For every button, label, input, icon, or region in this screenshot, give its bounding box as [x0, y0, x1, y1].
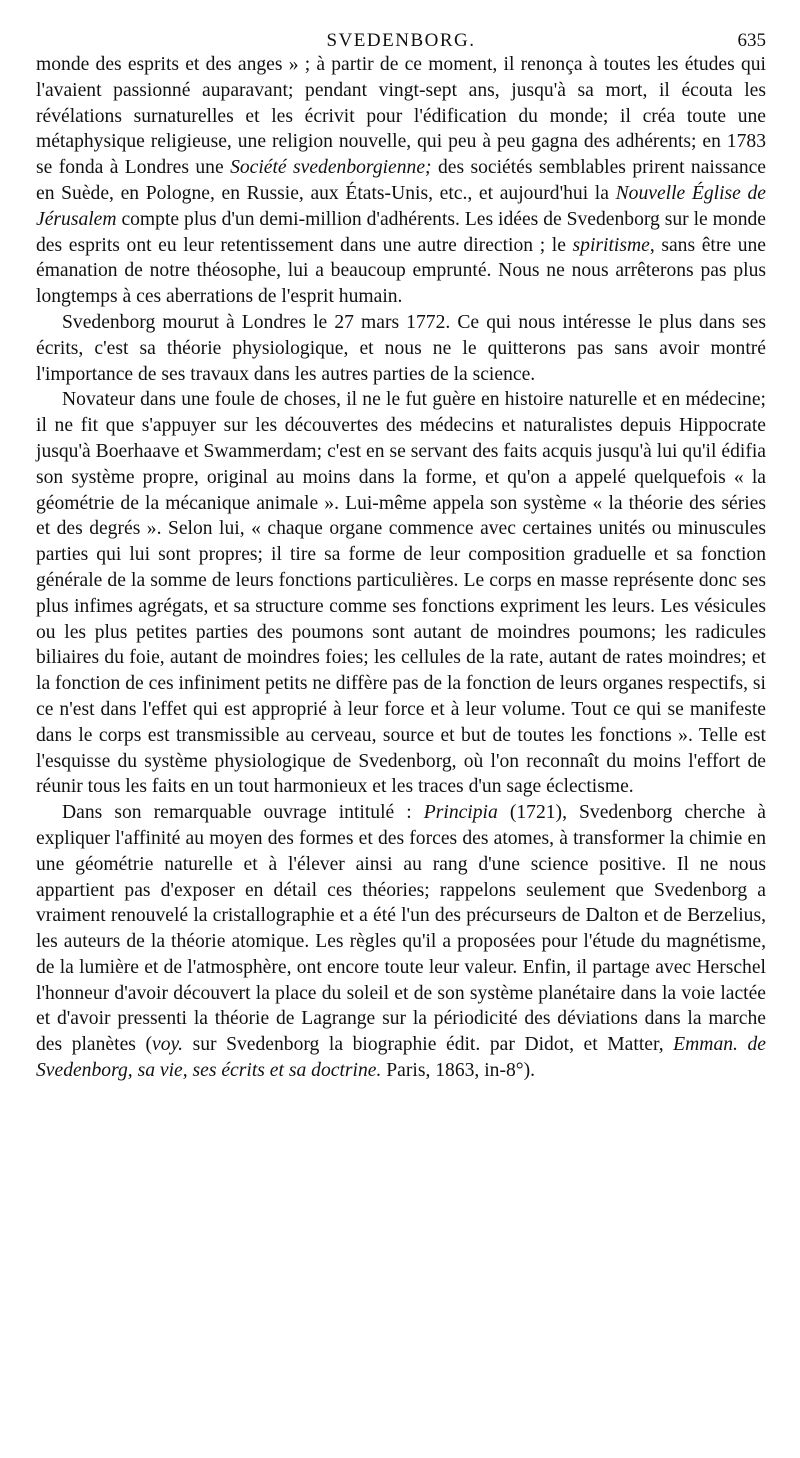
text-span: monde des esprits et des anges » ; à partir de ce moment, il renonça à toutes les études qui l'avaient passionné auparavant; pendant vingt-sept ans, jusqu'à sa mort, il écouta les révélations surnaturelles et les écrivit pour l'édification du monde; il créa toute une métaphysique religieuse, une religion nouvelle, qui peu à peu gagna des adhérents; en 1783 se fonda à Londres une: [36, 54, 766, 179]
running-title: SVEDENBORG.: [326, 30, 476, 51]
italic-term: Société svedenborgienne;: [230, 157, 432, 179]
text-span: Paris, 1863, in-8°).: [381, 1060, 536, 1082]
paragraph-4: [36, 800, 766, 1084]
book-page: [36, 22, 766, 1084]
italic-citation: Emman. de Svedenborg, sa vie, ses écrits et sa doctrine.: [36, 1034, 766, 1082]
text-span: Novateur dans une foule de choses, il ne le fut guère en histoire naturelle et en médecine; il ne fit que s'appuyer sur les découvertes des médecins et naturalistes depuis Hippocrate jusqu'à Boerhaave et Swammerdam; c'est en se servant des faits acquis jusqu'à lui qu'il édifia son système propre, original au moins dans la forme, et qu'on a appelé quelquefois « la géométrie de la mécanique animale ». Lui-même appela son système « la théorie des séries et des degrés ». Selon lui, « chaque organe commence avec certaines unités ou minuscules parties qui lui sont propres; il tire sa forme de leur composition graduelle et sa fonction générale de la somme de leurs fonctions particulières. Le corps en masse représente donc ses plus infimes agrégats, et sa structure comme ses fonctions expriment les leurs. Les vésicules ou les plus petites parties des poumons sont autant de moindres poumons; les radicules biliaires du foie, autant de moindres foies; les cellules de la rate, autant de rates moindres; et la fonction de ces infiniment petits ne diffère pas de la fonction de leurs organes respectifs, si ce n'est dans l'effet qui est approprié à leur force et à leur volume. Tout ce qui se manifeste dans le corps est transmissible au cerveau, source et but de toutes les fonctions ». Telle est l'esquisse du système physiologique de Svedenborg, où l'on reconnaît du moins l'effort de réunir tous les faits en un tout harmonieux et les traces d'un sage éclectisme.: [36, 389, 767, 798]
paragraph-1: [36, 52, 766, 310]
italic-term: Principia: [423, 802, 498, 824]
text-span: Svedenborg mourut à Londres le 27 mars 1772. Ce qui nous intéresse le plus dans ses écrits, c'est sa théorie physiologique, et nous ne le quitterons pas sans avoir montré l'importance de ses travaux dans les autres parties de la science.: [36, 311, 766, 385]
italic-term: voy.: [152, 1034, 184, 1056]
text-span: des sociétés semblables prirent naissance en Suède, en Pologne, en Russie, aux États-Unis, etc., et aujourd'hui la: [36, 157, 767, 204]
italic-term: spiritisme: [572, 234, 650, 256]
paragraph-2: [36, 310, 766, 387]
text-span: Dans son remarquable ouvrage intitulé :: [62, 802, 424, 824]
body-text: [36, 52, 766, 1084]
italic-term: Nouvelle Église de Jérusalem: [36, 182, 767, 230]
text-span: , sans être une émanation de notre théosophe, lui a beaucoup emprunté. Nous ne nous arrêterons pas plus longtemps à ces aberrations de l'esprit humain.: [36, 234, 766, 308]
running-head: [36, 22, 766, 52]
page-number: 635: [737, 30, 766, 51]
text-span: compte plus d'un demi-million d'adhérents. Les idées de Svedenborg sur le monde des esprits ont eu leur retentissement dans une autre direction ; le: [36, 208, 766, 256]
paragraph-3: [36, 387, 766, 800]
text-span: sur Svedenborg la biographie édit. par Didot, et Matter,: [183, 1034, 674, 1056]
text-span: (1721), Svedenborg cherche à expliquer l'affinité au moyen des formes et des forces des atomes, à transformer la chimie en une géométrie naturelle et à l'élever ainsi au rang d'une science positive. Il ne nous appartient pas d'exposer en détail ces théories; rappelons seulement que Svedenborg a vraiment renouvelé la cristallographie et a été l'un des précurseurs de Dalton et de Berzelius, les auteurs de la théorie atomique. Les règles qu'il a proposées pour l'étude du magnétisme, de la lumière et de l'atmosphère, ont encore toute leur valeur. Enfin, il partage avec Herschel l'honneur d'avoir découvert la place du soleil et de son système planétaire dans la voie lactée et d'avoir pressenti la théorie de Lagrange sur la périodicité des déviations dans la marche des planètes (: [36, 802, 766, 1056]
